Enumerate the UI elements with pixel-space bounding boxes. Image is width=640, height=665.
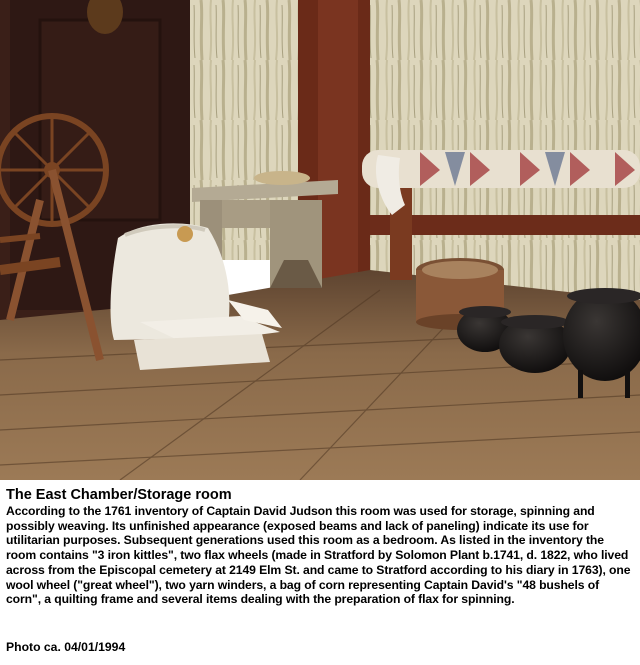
- photo-caption: [6, 487, 636, 607]
- photo-date: Photo ca. 04/01/1994: [6, 640, 126, 654]
- caption-body: According to the 1761 inventory of Captain David Judson this room was used for storage, spinning and possibly weaving. Its unfinished appearance (exposed beams and lack of paneling) indicate its use for utilitarian purposes. Subsequent generations used this room as a bedroom. As listed in the inventory the room contains "3 iron kittles", two flax wheels (made in Stratford by Solomon Plant b.1741, d. 1822, who lived across from the Episcopal cemetery at 2149 Elm St. and came to Stratford according to his diary in 1763), one wool wheel ("great wheel"), two yarn winders, a bag of corn representing Captain David's "48 bushels of corn", a quilting frame and several items dealing with the preparation of flax for spinning.: [6, 504, 631, 607]
- caption-title: The East Chamber/Storage room: [6, 487, 232, 503]
